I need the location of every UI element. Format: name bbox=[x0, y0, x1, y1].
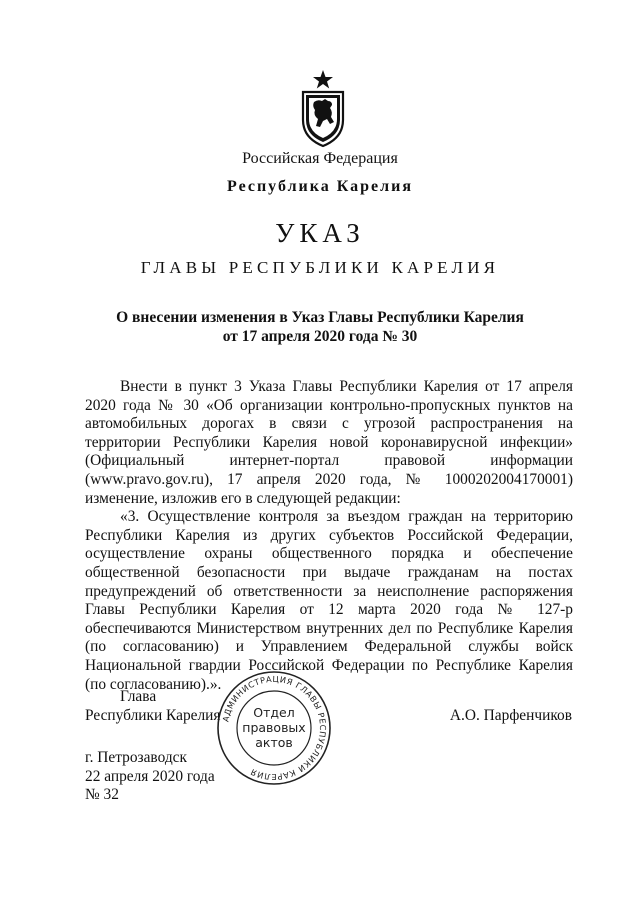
position-line-1: Глава bbox=[120, 688, 157, 705]
document-title bbox=[100, 308, 540, 346]
stamp-ring-text: АДМИНИСТРАЦИЯ ГЛАВЫ РЕСПУБЛИКИ КАРЕЛИЯ bbox=[220, 673, 329, 783]
body-paragraph-2: «3. Осуществление контроля за въездом граждан на территорию Республики Карелия из других субъектов Российской Федерации, осуществление охраны общественного порядка и обеспечение общественной безопасности при выдаче гражданам на постах предупреждений об ответственности за неисполнение распоряжения Главы Республики Карелия от 12 марта 2020 года № 127-р обеспечиваются Министерством внутренних дел по Республике Карелия (по согласованию) и Управлением Федеральной службы войск Национальной гвардии Российской Федерации по Республике Карелия (по согласованию).». bbox=[85, 508, 573, 693]
document-type: УКАЗ bbox=[275, 218, 365, 248]
country-name: Российская Федерация bbox=[242, 150, 398, 167]
stamp-line-2: правовых bbox=[242, 720, 306, 735]
signatory-position bbox=[85, 688, 220, 725]
title-line-2: от 17 апреля 2020 года № 30 bbox=[222, 328, 418, 345]
title-line-1: О внесении изменения в Указ Главы Республики Карелия bbox=[116, 309, 524, 326]
place-and-date bbox=[85, 749, 215, 805]
stamp-line-1: Отдел bbox=[253, 705, 295, 720]
body-paragraph-1: Внести в пункт 3 Указа Главы Республики Карелия от 17 апреля 2020 года № 30 «Об организации контрольно-пропускных пунктов на автомобильных дорогах в связи с угрозой распространения на территории Республики Карелия новой коронавирусной инфекции» (Официальный интернет-портал правовой информации (www.pravo.gov.ru), 17 апреля 2020 года, № 1000202004170001) изменение, изложив его в следующей редакции: bbox=[85, 378, 573, 507]
issuer: ГЛАВЫ РЕСПУБЛИКИ КАРЕЛИЯ bbox=[140, 258, 500, 277]
document-number: № 32 bbox=[85, 786, 119, 804]
signatory-name: А.О. Парфенчиков bbox=[449, 707, 572, 724]
position-line-2: Республики Карелия bbox=[85, 706, 221, 724]
date: 22 апреля 2020 года bbox=[85, 767, 215, 785]
republic-name: Республика Карелия bbox=[227, 178, 413, 195]
official-stamp bbox=[214, 668, 334, 788]
karelia-coat-of-arms-icon bbox=[298, 68, 348, 148]
document-body bbox=[85, 378, 573, 694]
city: г. Петрозаводск bbox=[85, 749, 187, 766]
stamp-line-3: актов bbox=[255, 735, 293, 750]
